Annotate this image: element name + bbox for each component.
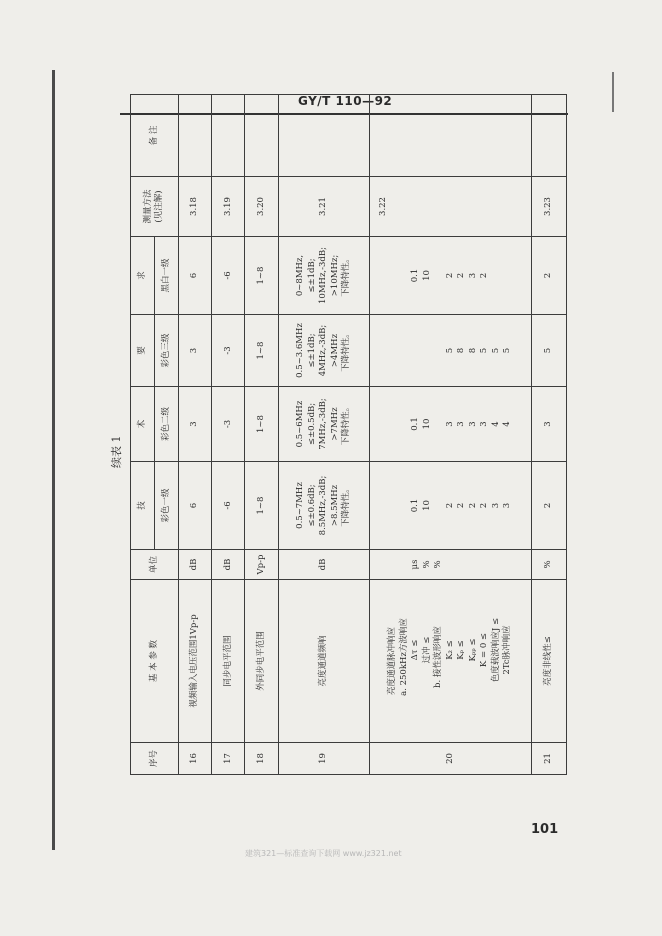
unit-line (456, 553, 467, 576)
col-bw-1: 黑白一级 (154, 237, 178, 315)
standard-code: GY/T 110—92 (298, 94, 393, 108)
value-line (399, 318, 410, 383)
cell-seq: 16 (178, 743, 211, 775)
value-line (502, 240, 513, 311)
value-line: 3 (456, 421, 467, 427)
cell-c1: 2 (531, 462, 566, 550)
cell-param: 亮度非线性≤ (531, 580, 566, 743)
value-line: 5 (479, 347, 490, 354)
cell-c3: 5 (531, 315, 566, 387)
value-line (399, 465, 410, 546)
cell-remark (212, 95, 245, 177)
cell-c3 (370, 315, 531, 387)
cell-c1: 1~8 (245, 462, 278, 550)
table-row (531, 95, 566, 775)
col-color-2: 彩色二级 (154, 387, 178, 462)
cell-seq: 19 (278, 743, 370, 775)
param-line: 色度载波响应J ≤ (490, 617, 501, 683)
page-edge-mark (612, 72, 614, 112)
unit-line (399, 553, 410, 576)
cell-c4 (370, 237, 531, 315)
page-number: 101 (531, 822, 559, 837)
table-row (278, 95, 370, 775)
col-remark: 备 注 (131, 95, 179, 177)
cell-method: 3.20 (245, 177, 278, 237)
cell-c3: 3 (178, 315, 211, 387)
value-line (433, 390, 444, 458)
value-line: 2 (479, 502, 490, 509)
col-unit: 单位 (131, 550, 179, 580)
col-color-3: 彩色三级 (154, 315, 178, 387)
cell-method: 3.18 (178, 177, 211, 237)
value-line: 2 (444, 502, 455, 509)
cell-param: 视频输入电压范围1Vp-p (178, 580, 211, 743)
cell-unit (370, 550, 531, 580)
table-title: 续表 1 (110, 435, 123, 468)
value-line: 3 (502, 502, 513, 509)
value-line (422, 318, 433, 383)
cell-param: 亮度通道频响 (278, 580, 370, 743)
value-line: 10 (421, 270, 432, 281)
cell-remark (178, 95, 211, 177)
col-group-tech: 技 (131, 462, 155, 550)
cell-c4: -6 (212, 237, 245, 315)
param-line: Kₚₚ ≤ (467, 638, 478, 662)
unit-line (445, 553, 456, 576)
cell-method: 3.21 (278, 177, 370, 237)
value-line: 2 (467, 502, 478, 509)
cell-param (370, 580, 531, 743)
value-line: 2 (456, 502, 467, 509)
value-line: 5 (490, 347, 501, 354)
cell-remark (531, 95, 566, 177)
value-line: 10 (421, 500, 432, 511)
value-line: 8 (456, 347, 467, 354)
unit-line (387, 553, 398, 576)
value-line: 0.1 (410, 268, 421, 283)
value-line: 4 (502, 421, 513, 427)
value-line: 5 (502, 347, 513, 354)
cell-remark (245, 95, 278, 177)
cell-c1: 6 (178, 462, 211, 550)
value-line: 0.1 (410, 498, 421, 513)
cell-c3: 1~8 (245, 315, 278, 387)
col-color-1: 彩色一级 (154, 462, 178, 550)
col-seq: 序号 (131, 743, 179, 775)
cell-method: 3.19 (212, 177, 245, 237)
cell-c2: 3 (178, 387, 211, 462)
cell-c4: 0~8MHz, ≤±1dB; 10MHz,-3dB; >10MHz; 下降特性。 (278, 237, 370, 315)
value-line: 2 (444, 272, 455, 279)
cell-c1: -6 (212, 462, 245, 550)
value-line (387, 240, 398, 311)
param-line: 2Tc脉冲响应 (502, 625, 513, 675)
cell-unit: % (531, 550, 566, 580)
cell-unit: Vp-p (245, 550, 278, 580)
value-line (387, 465, 398, 546)
value-line: 2 (479, 272, 490, 279)
value-line: 3 (467, 272, 478, 279)
cell-param: 外同步电平范围 (245, 580, 278, 743)
value-line (410, 318, 421, 383)
watermark: 建筑321—标准查询下载网 www.jz321.net (245, 849, 402, 858)
value-line: 3 (490, 502, 501, 509)
spec-table (130, 94, 567, 775)
value-line (399, 240, 410, 311)
value-line: 2 (456, 272, 467, 279)
cell-method: 3.22 (370, 177, 531, 237)
cell-remark (370, 95, 531, 177)
cell-seq: 18 (245, 743, 278, 775)
value-line (433, 240, 444, 311)
value-line: 10 (421, 418, 432, 430)
cell-param: 同步电平范围 (212, 580, 245, 743)
value-line (399, 390, 410, 458)
cell-c4: 6 (178, 237, 211, 315)
param-line: Δτ ≤ (410, 639, 421, 661)
value-line (387, 318, 398, 383)
col-param: 基 本 参 数 (131, 580, 179, 743)
value-line (433, 318, 444, 383)
unit-line (502, 553, 513, 576)
cell-seq: 20 (370, 743, 531, 775)
value-line: 8 (467, 347, 478, 354)
table-row (370, 95, 531, 775)
value-line: 3 (467, 421, 478, 427)
cell-c2: 3 (531, 387, 566, 462)
col-method: 测量方法 (见注解) (131, 177, 179, 237)
value-line: 3 (479, 421, 490, 427)
unit-line (479, 553, 490, 576)
value-line: 0.1 (410, 417, 421, 431)
value-line: 4 (490, 421, 501, 427)
value-line: 3 (444, 421, 455, 427)
param-line: Kₚ ≤ (456, 640, 467, 660)
cell-c1 (370, 462, 531, 550)
binding-edge (52, 70, 55, 850)
cell-c2: 0.5~6MHz ≤±0.5dB; 7MHz,-3dB; >7MHz 下降特性。 (278, 387, 370, 462)
unit-line: % (421, 560, 432, 569)
cell-unit: dB (178, 550, 211, 580)
cell-c2: 1~8 (245, 387, 278, 462)
cell-seq: 21 (531, 743, 566, 775)
cell-c3: -3 (212, 315, 245, 387)
unit-line (468, 553, 479, 576)
value-line (433, 465, 444, 546)
col-group-req: 要 (131, 315, 155, 387)
rotated-table-container (130, 95, 567, 775)
param-line: a. 250kHz方波响应 (398, 618, 409, 696)
cell-unit: dB (278, 550, 370, 580)
cell-c2 (370, 387, 531, 462)
unit-line: μs (410, 559, 421, 570)
cell-remark (278, 95, 370, 177)
param-line: b. 接性波形响应 (433, 626, 444, 688)
cell-c4: 2 (531, 237, 566, 315)
cell-c2: -3 (212, 387, 245, 462)
table-row (212, 95, 245, 775)
unit-line (491, 553, 502, 576)
table-row (245, 95, 278, 775)
param-line: 亮度通道脉冲响应 (387, 627, 398, 696)
cell-seq: 17 (212, 743, 245, 775)
cell-c4: 1~8 (245, 237, 278, 315)
header-row-1 (131, 95, 155, 775)
param-line: 过冲 ≤ (421, 636, 432, 664)
cell-unit: dB (212, 550, 245, 580)
table-row (178, 95, 211, 775)
param-line: K₂ ≤ (444, 640, 455, 660)
col-group-mid: 术 (131, 387, 155, 462)
param-line: K = 0 ≤ (479, 632, 490, 668)
cell-c1: 0.5~7MHz ≤±0.6dB; 8.5MHz,-3dB; >8.5MHz 下降特性。 (278, 462, 370, 550)
value-line (387, 390, 398, 458)
cell-method: 3.23 (531, 177, 566, 237)
value-line: 5 (444, 347, 455, 354)
unit-line: % (433, 560, 444, 569)
col-group-last: 求 (131, 237, 155, 315)
cell-c3: 0.5~3.6MHz ≤±1dB; 4MHz,-3dB; >4MHz 下降特性。 (278, 315, 370, 387)
value-line (491, 240, 502, 311)
